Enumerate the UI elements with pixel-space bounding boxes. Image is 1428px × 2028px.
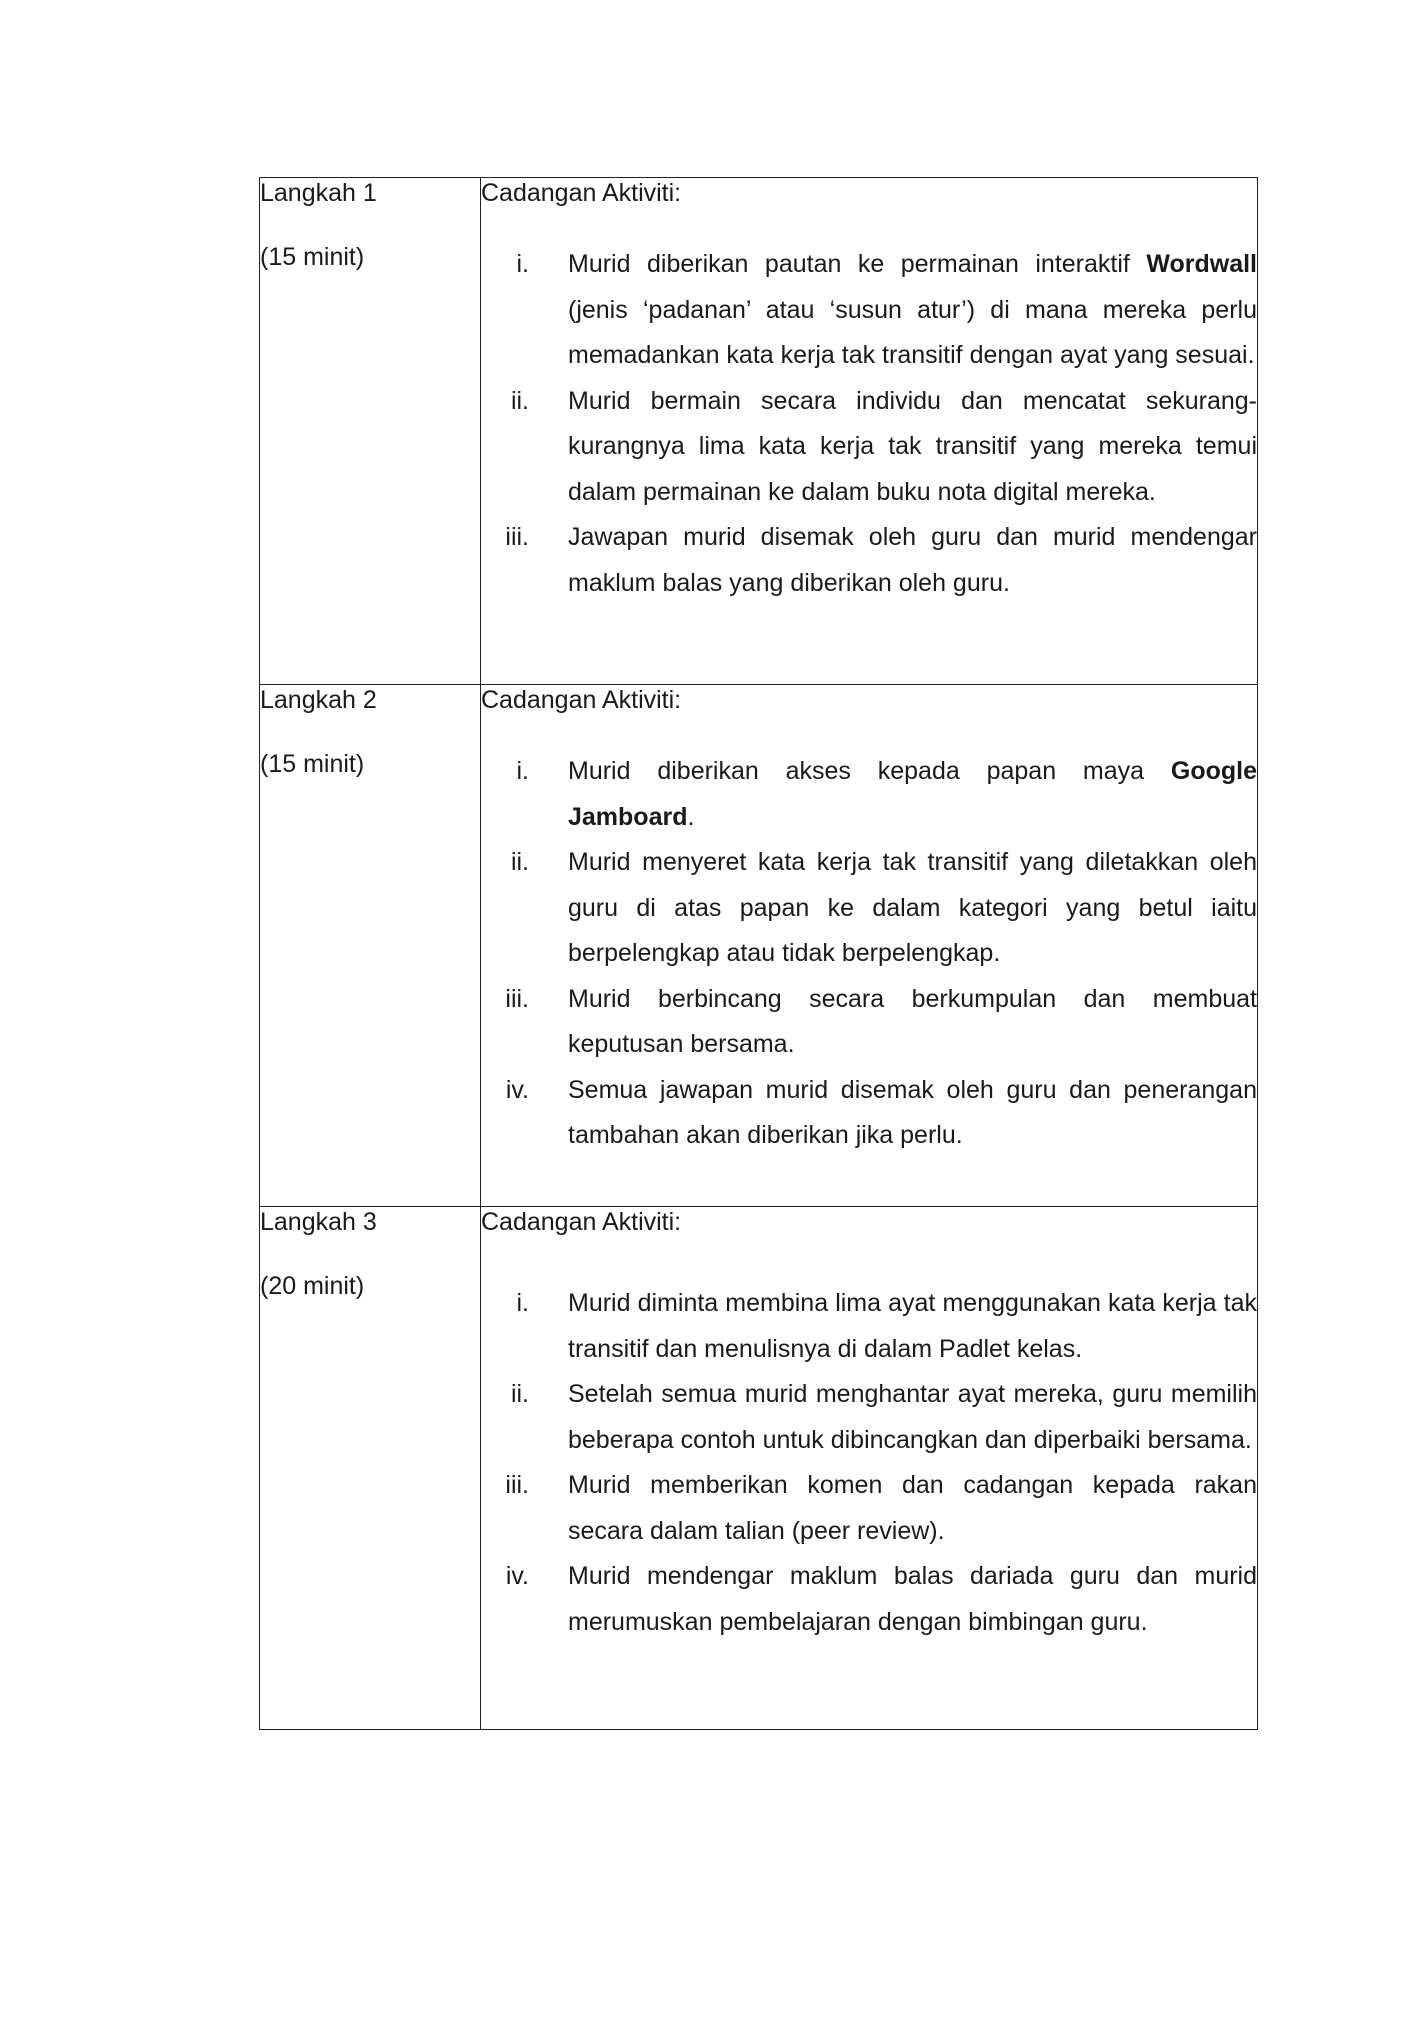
item-text-part: Murid mendengar maklum balas dariada guru dan murid merumuskan pembelajaran dengan bimbingan guru.	[568, 1562, 1257, 1636]
item-text-part: Murid menyeret kata kerja tak transitif yang diletakkan oleh guru di atas papan ke dalam kategori yang betul iaitu berpelengkap atau tidak berpelengkap.	[568, 848, 1257, 967]
list-item	[481, 515, 1257, 606]
step-cell	[260, 685, 481, 1207]
step-title: Langkah 2	[260, 686, 377, 714]
list-item	[481, 840, 1257, 977]
item-text	[568, 1380, 1257, 1454]
item-number: ii.	[510, 386, 529, 415]
item-text	[568, 523, 1257, 597]
list-item	[481, 1463, 1257, 1554]
item-number: i.	[516, 250, 529, 278]
step-duration: (15 minit)	[260, 750, 365, 778]
activity-label: Cadangan Aktiviti:	[481, 1208, 682, 1236]
activity-label: Cadangan Aktiviti:	[481, 179, 682, 207]
list-item	[481, 242, 1257, 379]
item-number: iv.	[505, 1075, 529, 1104]
table-row	[260, 1207, 1258, 1730]
item-number: iv.	[505, 1562, 529, 1590]
item-text-bold: Google Jamboard	[568, 757, 1257, 831]
item-number: iii.	[505, 984, 529, 1013]
item-number: iii.	[505, 523, 529, 551]
table-row	[260, 685, 1258, 1207]
step-duration: (20 minit)	[260, 1272, 365, 1300]
table-row	[260, 178, 1258, 685]
item-text-part: Murid diberikan pautan ke permainan interaktif	[568, 250, 1147, 278]
lesson-steps-table	[259, 177, 1258, 1730]
list-item	[481, 977, 1257, 1068]
list-item	[481, 1281, 1257, 1372]
activity-label: Cadangan Aktiviti:	[481, 686, 682, 714]
item-number: iii.	[505, 1471, 529, 1499]
item-number: ii.	[510, 848, 529, 876]
item-text	[568, 1471, 1257, 1545]
item-text	[568, 757, 1257, 831]
step-duration: (15 minit)	[260, 243, 365, 271]
activity-list	[481, 749, 1257, 1159]
item-number: i.	[516, 1289, 529, 1317]
list-item	[481, 749, 1257, 840]
item-text	[568, 848, 1257, 967]
step-title: Langkah 1	[260, 179, 377, 207]
item-text-part: Murid memberikan komen dan cadangan kepada rakan secara dalam talian (peer review).	[568, 1471, 1257, 1545]
list-item	[481, 1372, 1257, 1463]
item-text	[568, 387, 1257, 506]
item-text-part: Murid diberikan akses kepada papan maya	[568, 757, 1171, 785]
item-text-part: (jenis ‘padanan’ atau ‘susun atur’) di mana mereka perlu memadankan kata kerja tak transitif dengan ayat yang sesuai.	[568, 295, 1257, 369]
step-cell	[260, 178, 481, 685]
item-text	[568, 250, 1257, 369]
item-text-part: Murid berbincang secara berkumpulan dan membuat keputusan bersama.	[568, 984, 1257, 1058]
activity-cell	[481, 1207, 1258, 1730]
item-text-part: Murid bermain secara individu dan mencatat sekurang-kurangnya lima kata kerja tak transitif yang mereka temui dalam permainan ke dalam buku nota digital mereka.	[568, 386, 1257, 506]
item-text	[568, 1562, 1257, 1636]
activity-cell	[481, 178, 1258, 685]
activity-cell	[481, 685, 1258, 1207]
activity-list	[481, 1281, 1257, 1645]
list-item	[481, 1554, 1257, 1645]
item-text-part: Setelah semua murid menghantar ayat mereka, guru memilih beberapa contoh untuk dibincangkan dan diperbaiki bersama.	[568, 1380, 1257, 1454]
step-title: Langkah 3	[260, 1208, 377, 1236]
item-text-part: .	[687, 802, 695, 831]
item-text-part: Semua jawapan murid disemak oleh guru dan penerangan tambahan akan diberikan jika perlu.	[568, 1075, 1257, 1149]
activity-list	[481, 242, 1257, 606]
item-text-part: Jawapan murid disemak oleh guru dan murid mendengar maklum balas yang diberikan oleh guru.	[568, 523, 1257, 597]
list-item	[481, 379, 1257, 516]
list-item	[481, 1068, 1257, 1159]
item-number: i.	[516, 757, 529, 785]
item-text	[568, 985, 1257, 1059]
step-cell	[260, 1207, 481, 1730]
item-text	[568, 1076, 1257, 1150]
item-text-bold: Wordwall	[1146, 250, 1257, 278]
item-text-part: Murid diminta membina lima ayat menggunakan kata kerja tak transitif dan menulisnya di dalam Padlet kelas.	[568, 1289, 1257, 1363]
item-text	[568, 1289, 1257, 1363]
item-number: ii.	[510, 1380, 529, 1408]
